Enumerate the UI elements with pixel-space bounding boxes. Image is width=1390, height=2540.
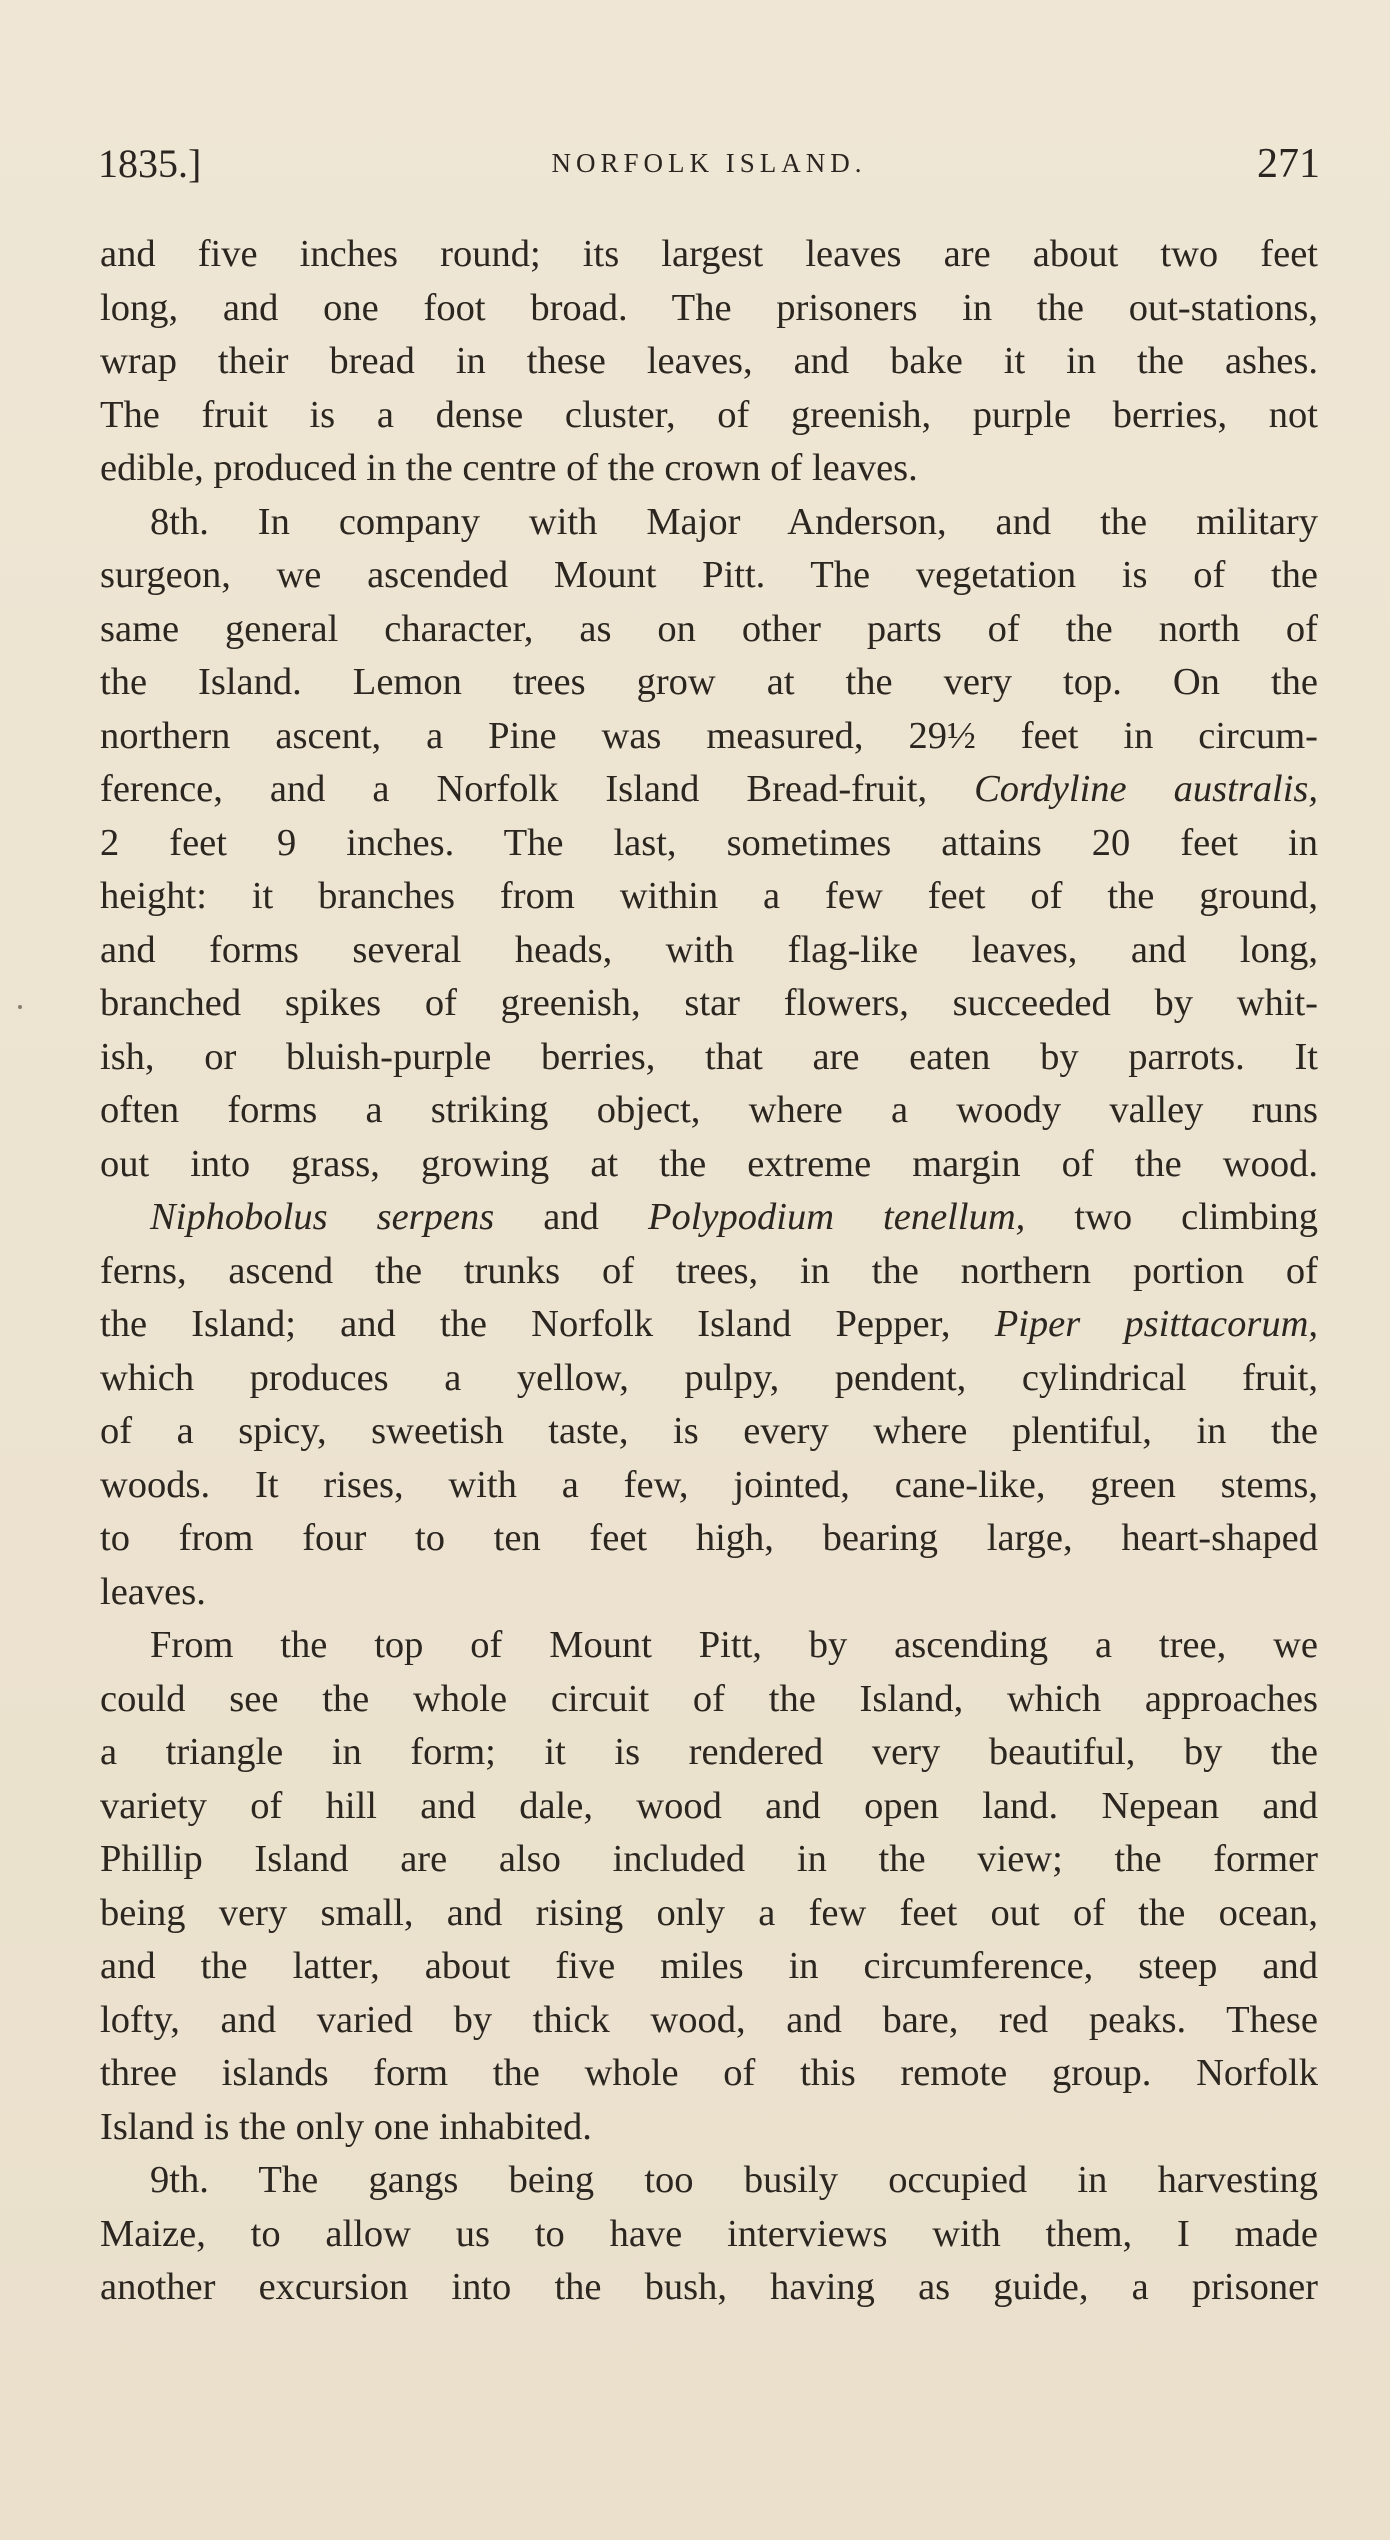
text-line [100, 1994, 1318, 2048]
text-segment: and forms several heads, with flag-like leaves, and long, [100, 928, 1318, 971]
text-line [100, 1298, 1318, 1352]
text-line [100, 656, 1318, 710]
italic-text-segment: Niphobolus serpens [150, 1196, 495, 1238]
text-line [100, 1780, 1318, 1834]
text-line [100, 870, 1318, 924]
text-line [100, 549, 1318, 603]
text-line [100, 389, 1318, 443]
text-line [100, 2047, 1318, 2101]
text-line [100, 1352, 1318, 1406]
text-segment: another excursion into the bush, having as guide, a prisoner [100, 2266, 1318, 2308]
text-segment: three islands form the whole of this remote group. Norfolk [100, 2052, 1318, 2094]
text-line [100, 2261, 1318, 2315]
text-line [100, 1405, 1318, 1459]
text-segment: 2 feet 9 inches. The last, sometimes attains 20 feet in [100, 821, 1318, 864]
running-header [98, 140, 1320, 200]
text-segment: often forms a striking object, where a woody valley runs [100, 1089, 1318, 1131]
text-segment: surgeon, we ascended Mount Pitt. The vegetation is of the [100, 554, 1318, 596]
text-segment: wrap their bread in these leaves, and bake it in the ashes. [100, 340, 1318, 382]
text-segment: long, and one foot broad. The prisoners in the out-stations, [100, 286, 1318, 329]
text-segment: Maize, to allow us to have interviews with them, I made [100, 2212, 1318, 2255]
text-line [100, 924, 1318, 978]
text-line [100, 2154, 1318, 2208]
text-segment: The fruit is a dense cluster, of greenish, purple berries, not [100, 393, 1318, 436]
text-line [100, 1245, 1318, 1299]
text-segment: From the top of Mount Pitt, by ascending a tree, we [150, 1624, 1318, 1666]
text-segment: northern ascent, a Pine was measured, 29½ feet in circum- [100, 714, 1318, 757]
text-segment: 9th. The gangs being too busily occupied in harvesting [150, 2159, 1318, 2201]
text-line [100, 2208, 1318, 2262]
page-number: 271 [1257, 141, 1320, 187]
text-line [100, 1191, 1318, 1245]
text-segment: the Island. Lemon trees grow at the very top. On the [100, 661, 1318, 703]
text-segment: 8th. In company with Major Anderson, and the military [150, 500, 1318, 543]
text-segment: to from four to ten feet high, bearing large, heart-shaped [100, 1517, 1318, 1559]
text-segment: the Island; and the Norfolk Island Pepper, [100, 1303, 995, 1345]
text-line [100, 228, 1318, 282]
text-line [100, 282, 1318, 336]
text-line [100, 335, 1318, 389]
text-line [100, 763, 1318, 817]
text-line [100, 1887, 1318, 1941]
text-segment: being very small, and rising only a few feet out of the ocean, [100, 1891, 1318, 1934]
text-line [100, 1566, 1318, 1620]
italic-text-segment: Polypodium tenellum, [647, 1196, 1026, 1238]
text-line [100, 1673, 1318, 1727]
text-segment: and [494, 1196, 648, 1238]
text-segment: lofty, and varied by thick wood, and bare, red peaks. These [100, 1998, 1318, 2041]
running-title: NORFOLK ISLAND. [551, 148, 867, 178]
body-text [100, 228, 1318, 2315]
text-segment: a triangle in form; it is rendered very beautiful, by the [100, 1731, 1318, 1773]
text-segment: same general character, as on other parts of the north of [100, 607, 1318, 650]
text-line [100, 1833, 1318, 1887]
text-segment: which produces a yellow, pulpy, pendent, cylindrical fruit, [100, 1356, 1318, 1399]
text-segment: height: it branches from within a few feet of the ground, [100, 875, 1318, 917]
text-segment: out into grass, growing at the extreme margin of the wood. [100, 1142, 1318, 1185]
text-line [100, 1940, 1318, 1994]
text-segment: and the latter, about five miles in circumference, steep and [100, 1945, 1318, 1987]
text-line [100, 1726, 1318, 1780]
text-line [100, 1138, 1318, 1192]
text-line [100, 1084, 1318, 1138]
italic-text-segment: Cordyline australis, [974, 768, 1319, 810]
text-line [100, 1031, 1318, 1085]
text-segment: two climbing [1025, 1196, 1319, 1238]
text-segment: edible, produced in the centre of the crown of leaves. [100, 447, 918, 489]
text-segment: variety of hill and dale, wood and open land. Nepean and [100, 1784, 1318, 1827]
text-segment: ference, and a Norfolk Island Bread-fruit, [100, 768, 975, 810]
text-segment: woods. It rises, with a few, jointed, cane-like, green stems, [100, 1463, 1318, 1506]
margin-speck [18, 1005, 22, 1009]
header-year: 1835.] [98, 141, 202, 186]
text-segment: branched spikes of greenish, star flowers, succeeded by whit- [100, 982, 1318, 1024]
text-segment: could see the whole circuit of the Island, which approaches [100, 1677, 1318, 1720]
text-line [100, 2101, 1318, 2155]
text-segment: ferns, ascend the trunks of trees, in the northern portion of [100, 1249, 1318, 1292]
text-line [100, 977, 1318, 1031]
text-line [100, 1512, 1318, 1566]
text-segment: leaves. [100, 1570, 206, 1613]
text-line [100, 1459, 1318, 1513]
text-line [100, 710, 1318, 764]
italic-text-segment: Piper psittacorum, [994, 1303, 1318, 1345]
text-line [100, 603, 1318, 657]
text-segment: and five inches round; its largest leaves are about two feet [100, 233, 1318, 275]
text-line [100, 1619, 1318, 1673]
text-segment: Phillip Island are also included in the view; the former [100, 1838, 1318, 1880]
text-line [100, 442, 1318, 496]
text-segment: Island is the only one inhabited. [100, 2105, 592, 2148]
text-line [100, 496, 1318, 550]
text-segment: ish, or bluish-purple berries, that are eaten by parrots. It [100, 1035, 1318, 1078]
text-segment: of a spicy, sweetish taste, is every where plentiful, in the [100, 1410, 1318, 1452]
text-line [100, 817, 1318, 871]
